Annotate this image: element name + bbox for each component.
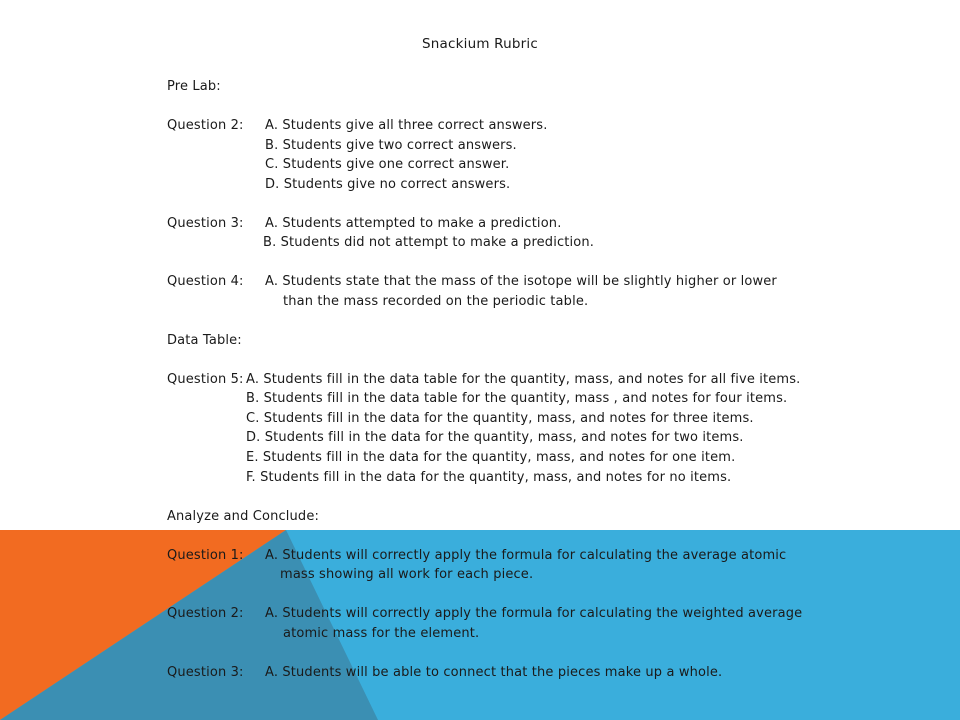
section-heading-pre-lab: Pre Lab:	[167, 79, 221, 94]
question-label: Question 1:	[167, 548, 244, 563]
rubric-item: C. Students give one correct answer.	[265, 157, 510, 172]
rubric-item: A. Students attempted to make a prediction.	[265, 216, 562, 231]
rubric-item: A. Students fill in the data table for the quantity, mass, and notes for all five items.	[246, 372, 801, 387]
question-label: Question 3:	[167, 665, 244, 680]
section-heading-data-table: Data Table:	[167, 333, 242, 348]
rubric-item: A. Students will be able to connect that the pieces make up a whole.	[265, 665, 723, 680]
rubric-item: B. Students give two correct answers.	[265, 138, 517, 153]
rubric-item: C. Students fill in the data for the quantity, mass, and notes for three items.	[246, 411, 754, 426]
rubric-item: B. Students fill in the data table for the quantity, mass , and notes for four items.	[246, 391, 788, 406]
question-label: Question 2:	[167, 118, 244, 133]
rubric-item: A. Students will correctly apply the formula for calculating the average atomic	[265, 548, 787, 563]
rubric-item-continued: atomic mass for the element.	[283, 626, 480, 641]
rubric-item: E. Students fill in the data for the quantity, mass, and notes for one item.	[246, 450, 736, 465]
rubric-item-continued: mass showing all work for each piece.	[280, 567, 534, 582]
rubric-item: A. Students give all three correct answers.	[265, 118, 548, 133]
rubric-item: D. Students fill in the data for the quantity, mass, and notes for two items.	[246, 430, 744, 445]
question-label: Question 5:	[167, 372, 244, 387]
section-heading-analyze-conclude: Analyze and Conclude:	[167, 509, 319, 524]
rubric-item-continued: than the mass recorded on the periodic table.	[283, 294, 589, 309]
rubric-item: D. Students give no correct answers.	[265, 177, 511, 192]
question-label: Question 3:	[167, 216, 244, 231]
question-label: Question 4:	[167, 274, 244, 289]
question-label: Question 2:	[167, 606, 244, 621]
document-title: Snackium Rubric	[421, 36, 538, 52]
rubric-item: B. Students did not attempt to make a prediction.	[263, 235, 595, 250]
rubric-item: F. Students fill in the data for the quantity, mass, and notes for no items.	[246, 470, 732, 485]
rubric-item: A. Students will correctly apply the formula for calculating the weighted average	[265, 606, 803, 621]
rubric-item: A. Students state that the mass of the isotope will be slightly higher or lower	[265, 274, 777, 289]
